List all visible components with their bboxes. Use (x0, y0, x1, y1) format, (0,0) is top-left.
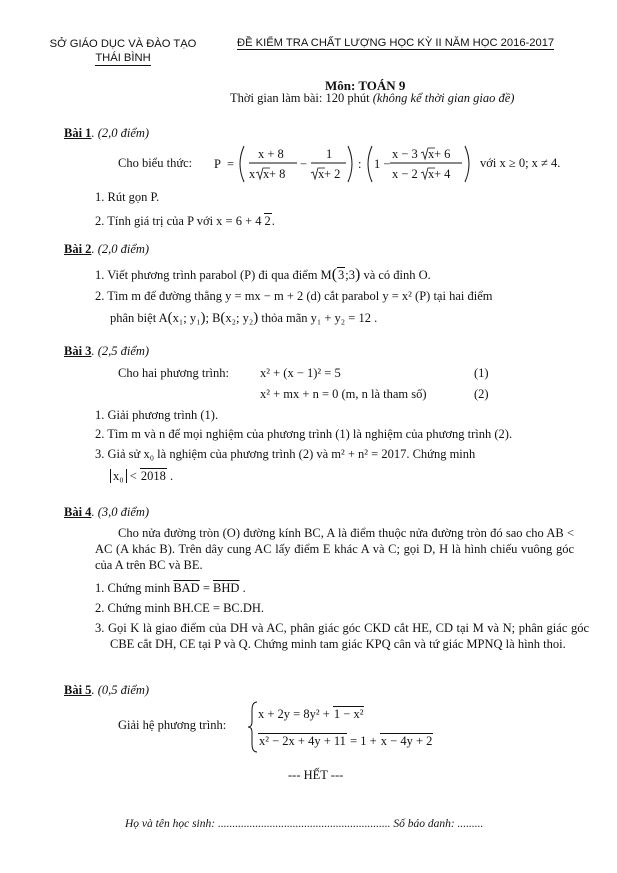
problem-2-q2-line2: phân biệt A(x₁; y₁); B(x₂; y₂) thỏa mãn y₁ + y₂ = 12 . (110, 310, 378, 326)
name-label: Họ và tên học sinh: (125, 818, 218, 830)
subject-title: Môn: TOÁN 9 (325, 78, 406, 93)
svg-text:1 −: 1 − (374, 157, 391, 171)
abs-x0: x₀ (110, 469, 127, 483)
svg-text:x: x (318, 167, 325, 181)
svg-text:x − 2: x − 2 (392, 167, 418, 181)
sqrt-3: 3 (338, 268, 345, 282)
equation-2-number: (2) (474, 387, 489, 401)
svg-text:+ 8: + 8 (269, 167, 286, 181)
problem-1-q1: 1. Rút gọn P. (95, 190, 160, 204)
problem-4-q3: 3. Gọi K là giao điểm của DH và AC, phân giác góc CKD cắt HE, CD tại M và N; phân giác góc CBE cắt DH, CE tại P và Q. Chứng minh tam giác KPQ cân và tứ giác MPNQ là hình thoi. (95, 621, 589, 651)
system-row-1: x + 2y = 8y² + 1 − x² (258, 707, 364, 721)
problem-4-q1: 1. Chứng minh $\overline{BAD} = \overline{BHD}$ . (95, 581, 246, 595)
problem-5-intro: Giải hệ phương trình: (118, 718, 227, 732)
svg-text:−: − (300, 157, 308, 171)
end-marker: --- HẾT --- (288, 768, 344, 782)
problem-4-heading: Bài 4. (3,0 điểm) (64, 505, 150, 519)
paren-open (368, 146, 372, 182)
id-label: Số báo danh: (390, 818, 458, 830)
problem-3-q3-line1: 3. Giả sử x₀ là nghiệm của phương trình (2) và m² + n² = 2017. Chứng minh (95, 447, 476, 461)
angle-BAD: $\overline{BAD}$ (173, 581, 200, 595)
department-name: SỞ GIÁO DỤC VÀ ĐÀO TẠO (49, 38, 197, 50)
time-allowed: Thời gian làm bài: 120 phút (không kể thời gian giao đề) (230, 91, 515, 105)
problem-3-q1: 1. Giải phương trình (1). (95, 408, 219, 422)
problem-2-heading: Bài 2. (2,0 điểm) (64, 242, 150, 256)
problem-3-q2: 2. Tìm m và n để mọi nghiệm của phương trình (1) là nghiệm của phương trình (2). (95, 427, 513, 441)
sqrt-expr-1: x² − 2x + 4y + 11 (259, 734, 346, 748)
paren-close (465, 146, 469, 182)
problem-2-q1: 1. Viết phương trình parabol (P) đi qua điểm M(3;3) và có đỉnh O. (95, 266, 431, 283)
svg-text:+ 6: + 6 (434, 147, 451, 161)
equation-1: x² + (x − 1)² = 5 (260, 366, 341, 380)
problem-3-intro: Cho hai phương trình: (118, 366, 229, 380)
sqrt-expr-2: x − 4y + 2 (380, 734, 433, 748)
department-header (38, 37, 208, 66)
sqrt-2018: 2018 (140, 469, 166, 483)
equals-sign: = (227, 157, 235, 171)
name-blank[interactable]: ............................................................ (217, 818, 391, 830)
svg-text::: : (358, 157, 362, 171)
problem-4-text: Cho nửa đường tròn (O) đường kính BC, A là điểm thuộc nửa đường tròn đó sao cho AB < AC (A khác B). Trên dây cung AC lấy điểm E khác A và C; gọi D, H là hình chiếu vuông góc của A trên BC và BE. (95, 526, 574, 572)
system-row-2: x² − 2x + 4y + 11 = 1 + x − 4y + 2 (259, 734, 433, 748)
problem-1-heading: Bài 1. (2,0 điểm) (64, 126, 150, 140)
problem-2-q2-line1: 2. Tìm m để đường thẳng y = mx − m + 2 (d) cắt parabol y = x² (P) tại hai điểm (95, 289, 493, 303)
exam-title: ĐỀ KIỂM TRA CHẤT LƯỢNG HỌC KỲ II NĂM HỌC 2016-2017 (237, 37, 555, 49)
sqrt-1-minus-x2: 1 − x² (333, 707, 364, 721)
f2-numerator: 1 (326, 147, 333, 161)
id-blank[interactable]: ......... (457, 818, 484, 830)
P-symbol: P (214, 157, 221, 171)
sqrt-2: 2 (264, 214, 271, 228)
problem-5-heading: Bài 5. (0,5 điểm) (64, 683, 150, 697)
province-name: THÁI BÌNH (95, 52, 151, 64)
f1-numerator: x + 8 (258, 147, 284, 161)
angle-BHD: $\overline{BHD}$ (213, 581, 240, 595)
problem-1-q2: 2. Tính giá trị của P với x = 6 + 4 2. (95, 214, 275, 228)
problem-3-heading: Bài 3. (2,5 điểm) (64, 344, 150, 358)
svg-text:+ 4: + 4 (434, 167, 451, 181)
svg-text:x: x (263, 167, 270, 181)
equation-1-number: (1) (474, 366, 489, 380)
condition: với x ≥ 0; x ≠ 4. (480, 156, 561, 170)
problem-4-q2: 2. Chứng minh BH.CE = BC.DH. (95, 601, 265, 615)
equation-2: x² + mx + n = 0 (m, n là tham số) (260, 387, 427, 401)
paren-open (240, 146, 244, 182)
problem-3-q3-line2: x₀ < 2018 . (110, 468, 173, 484)
svg-text:+ 2: + 2 (324, 167, 341, 181)
student-info-line (125, 818, 483, 830)
svg-text:x: x (428, 147, 435, 161)
svg-text:x: x (249, 167, 256, 181)
problem-1-intro: Cho biểu thức: (118, 156, 193, 170)
svg-text:x: x (428, 167, 435, 181)
paren-close (348, 146, 352, 182)
svg-text:x − 3: x − 3 (392, 147, 418, 161)
